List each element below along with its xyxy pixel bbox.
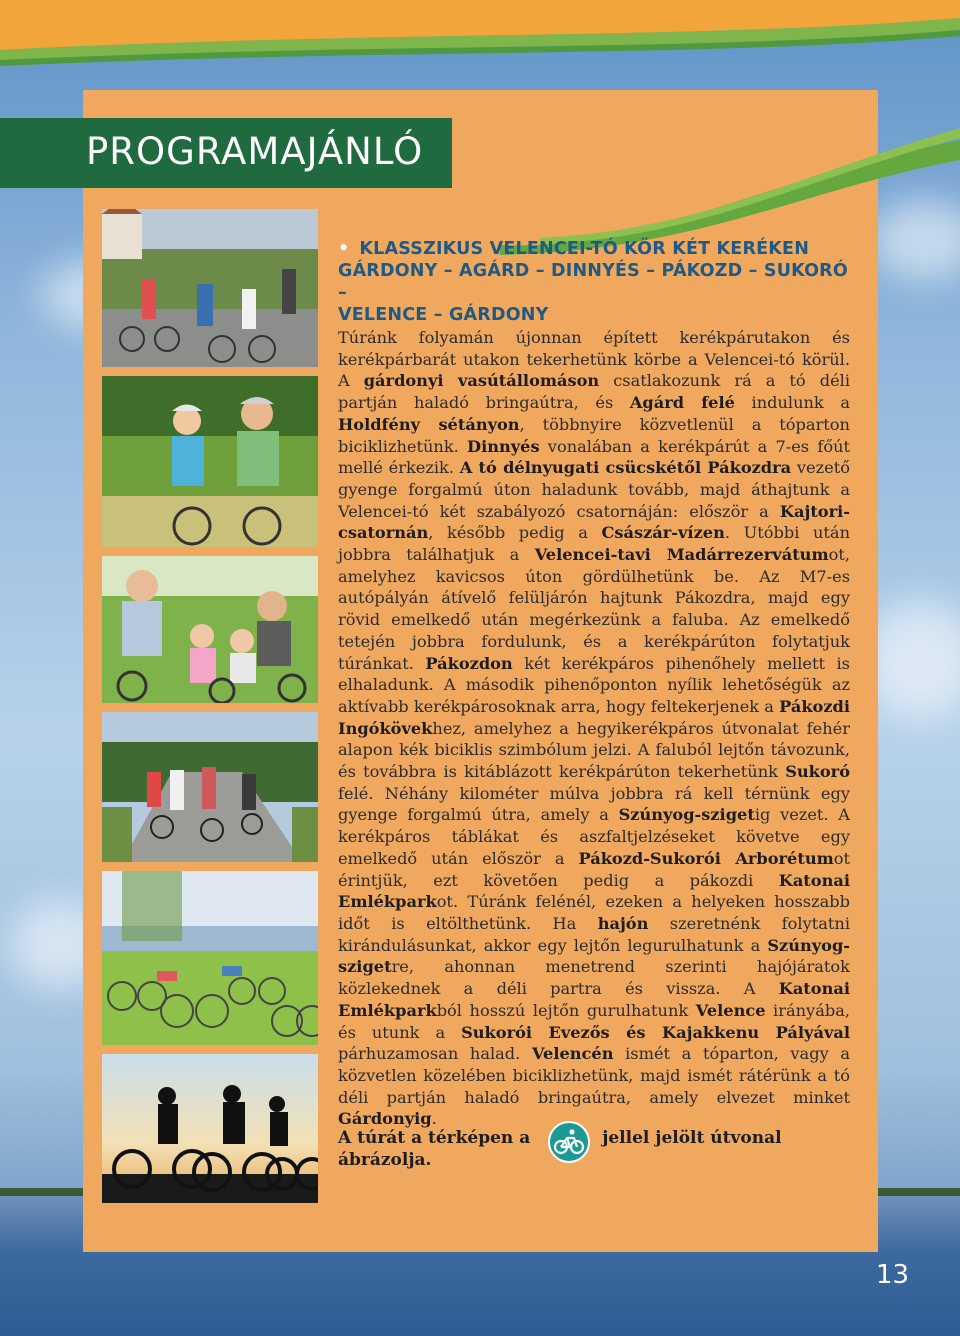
- article-body: [338, 327, 850, 1130]
- body-bold-run: Sukoró: [785, 762, 850, 782]
- footnote-text-before: A túrát a térképen a: [338, 1128, 531, 1148]
- heading-line-2: GÁRDONY – AGÁRD – DINNYÉS – PÁKOZD – SUKORÓ –: [338, 261, 848, 303]
- body-bold-run: Velence: [695, 1000, 766, 1020]
- body-bold-run: Pákozdon: [425, 653, 513, 673]
- body-bold-run: Szúnyog-sziget: [338, 935, 850, 977]
- page-title: PROGRAMAJÁNLÓ: [86, 130, 424, 173]
- photo-parked-bikes-beach: [102, 871, 318, 1045]
- body-bold-run: Velencei-tavi Madárrezervátum: [534, 545, 829, 565]
- body-text-run: vezető gyenge forgalmú úton haladunk tovább, majd áthajtunk a Velencei-tó két szabályozó csatornáján: először a: [338, 458, 850, 521]
- body-bold-run: Gárdonyig: [338, 1109, 432, 1129]
- body-text-run: ból hosszú lejtőn gurulhatunk: [436, 1000, 696, 1020]
- body-text-run: ot érintjük, ezt követően pedig a pákozdi: [338, 848, 850, 890]
- body-text-run: szeretnénk folytatni kirándulásunkat, akkor egy lejtőn legurulhatunk a: [338, 913, 850, 955]
- body-text-run: ot, amelyhez kavicsos úton gördülhetünk be. Az M7-es autópályán átívelő felüljárón hajtunk Pákozdra, majd egy rövid emelkedő után megérkezünk a faluba. Az emelkedő tetején jobbra fordulunk, és a kerékpárúton folytatjuk túránkat.: [338, 545, 850, 673]
- body-text-run: . Utóbbi után jobbra találhatjuk a: [338, 523, 850, 565]
- bicycle-icon: [548, 1121, 590, 1163]
- body-bold-run: Velencén: [531, 1044, 614, 1064]
- body-text-run: ismét a tóparton, vagy a közvetlen közelében biciklizhetünk, majd ismét rátérünk a tó déli partján haladó bringaútra, amely elvezet minket: [338, 1044, 850, 1107]
- body-bold-run: Agárd felé: [629, 393, 735, 413]
- body-text-run: .: [431, 1109, 437, 1129]
- body-bold-run: Szúnyog-sziget: [618, 805, 755, 825]
- heading-line-1: KLASSZIKUS VELENCEI-TÓ KÖR KÉT KERÉKEN: [359, 239, 810, 259]
- photo-group-cyclists: [102, 209, 318, 367]
- decorative-top-swoosh: [0, 0, 960, 70]
- article-heading: [338, 238, 858, 326]
- footnote-text-after: jellel jelölt útvonal ábrázolja.: [338, 1128, 782, 1170]
- body-text-run: irányába, és utunk a: [338, 1000, 850, 1042]
- body-text-run: Túránk folyamán újonnan épített kerékpárutakon és kerékpárbarát utakon tekerhetünk körbe a Velencei-tó körül. A: [338, 328, 850, 391]
- body-text-run: csatlakozunk rá a tó déli partján haladó bringaútra, és: [338, 371, 851, 413]
- photo-couple-cycling: [102, 376, 318, 547]
- body-bold-run: Császár-vízen: [601, 523, 725, 543]
- page-number: 13: [876, 1260, 910, 1290]
- body-bold-run: Dinnyés: [467, 436, 540, 456]
- photo-road-cyclists: [102, 712, 318, 862]
- body-text-run: vonalában a kerékpárút a 7-es főút mellé érkezik.: [338, 436, 851, 478]
- body-bold-run: Katonai Emlékpark: [338, 870, 850, 912]
- body-bold-run: gárdonyi vasútállomáson: [363, 371, 600, 391]
- photo-family-cycling: [102, 556, 318, 703]
- photo-sunset-silhouettes: [102, 1054, 318, 1203]
- heading-bullet: •: [338, 239, 350, 259]
- body-bold-run: A tó délnyugati csücskétől Pákozdra: [459, 458, 792, 478]
- body-bold-run: Pákozd-Sukorói Arborétum: [578, 848, 834, 868]
- body-bold-run: hajón: [597, 913, 649, 933]
- body-text-run: , többnyire közvetlenül a tóparton biciklizhetünk.: [338, 414, 850, 456]
- body-text-run: , később pedig a: [428, 523, 602, 543]
- body-bold-run: Pákozdi Ingókövek: [338, 696, 850, 738]
- body-text-run: párhuzamosan halad.: [338, 1044, 532, 1064]
- body-text-run: felé. Néhány kilométer múlva jobbra rá kell térnünk egy gyenge forgalmú útra, amely a: [338, 783, 850, 825]
- body-bold-run: Holdfény sétányon: [338, 414, 520, 434]
- map-footnote: [338, 1127, 850, 1171]
- body-text-run: indulunk a: [734, 393, 851, 413]
- body-bold-run: Katonai Emlékpark: [338, 979, 850, 1020]
- body-text-run: hez, amelyhez a hegyikerékpáros útvonalat fehér alapon kék biciklis szimbólum jelzi. A faluból lejtőn távozunk, és továbbra is kitáblázott kerékpárúton tekerhetünk: [338, 718, 850, 782]
- heading-line-3: VELENCE – GÁRDONY: [338, 305, 549, 325]
- body-text-run: ig vezet. A kerékpáros táblákat és aszfaltjelzéseket követve egy emelkedő után először a: [338, 805, 850, 868]
- body-text-run: ot. Túránk felénél, ezeken a helyeken hosszabb időt is eltölthetünk. Ha: [338, 892, 850, 933]
- body-text-run: két kerékpáros pihenőhely mellett is elhaladunk. A második pihenőponton nyílik lehetőségük az aktívabb kerékpárosoknak arra, hogy feltekerjenek a: [338, 653, 850, 716]
- body-bold-run: Kajtori-csatornán: [338, 501, 850, 543]
- body-text-run: re, ahonnan menetrend szerinti hajójáratok közlekednek a déli partra és vissza. A: [338, 957, 850, 999]
- body-bold-run: Sukorói Evezős és Kajakkenu Pályával: [461, 1022, 850, 1042]
